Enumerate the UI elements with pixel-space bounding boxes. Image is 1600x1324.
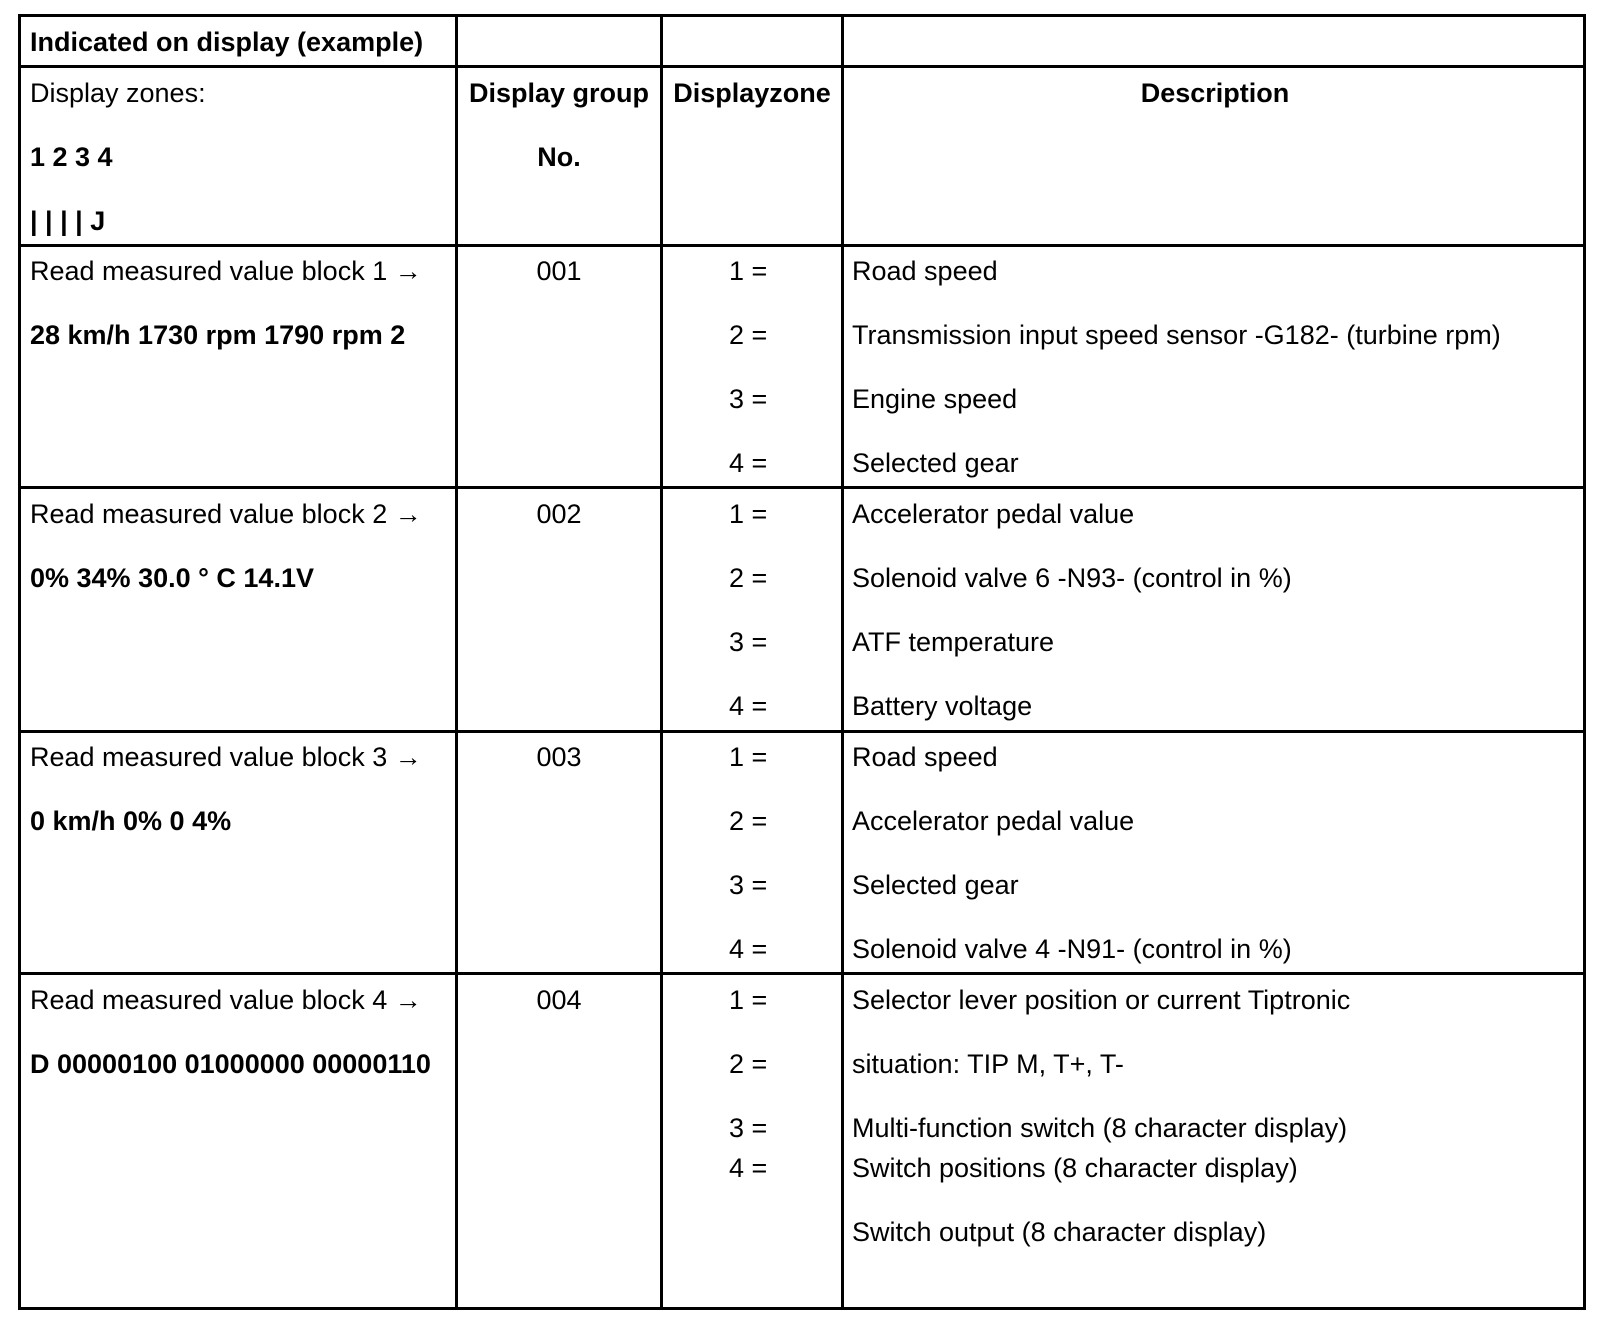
block-4-desc-1: Selector lever position or current Tiptronic (852, 985, 1351, 1015)
block-4-group-no: 004 (536, 985, 582, 1015)
block-3-example: 0 km/h 0% 0 4% (30, 806, 232, 836)
zones-numbers: 1 2 3 4 (30, 142, 113, 172)
block-2-zone-4: 4 = (729, 691, 768, 721)
block-2-group-no: 002 (536, 499, 582, 529)
block-3-zone-2: 2 = (729, 806, 768, 836)
block-4-desc-3: Multi-function switch (8 character display) (852, 1113, 1348, 1143)
block-1-desc-2: Transmission input speed sensor -G182- (turbine rpm) (852, 320, 1501, 350)
block-2-zone-1: 1 = (729, 499, 768, 529)
col-header-group: Display group (468, 78, 650, 108)
col-header-description: Description (1140, 78, 1290, 108)
block-1-zone-1: 1 = (729, 256, 768, 286)
block-1-zone-2: 2 = (729, 320, 768, 350)
row-divider (21, 972, 1583, 975)
block-3-group-no: 003 (536, 742, 582, 772)
block-1-desc-4: Selected gear (852, 448, 1019, 478)
block-1-group-no: 001 (536, 256, 582, 286)
block-4-read-label: Read measured value block 4 → (30, 985, 422, 1015)
col-header-zone: Displayzone (673, 78, 831, 108)
block-3-zone-4: 4 = (729, 934, 768, 964)
block-1-desc-3: Engine speed (852, 384, 1018, 414)
column-divider (455, 17, 458, 1307)
block-1-desc-1: Road speed (852, 256, 998, 286)
block-1-zone-4: 4 = (729, 448, 768, 478)
measured-values-table (18, 14, 1586, 1310)
indicated-title: Indicated on display (example) (30, 27, 424, 57)
column-divider (841, 17, 844, 1307)
row-divider (21, 244, 1583, 247)
block-2-desc-4: Battery voltage (852, 691, 1033, 721)
block-2-example: 0% 34% 30.0 ° C 14.1V (30, 563, 314, 593)
column-divider (660, 17, 663, 1307)
block-3-zone-3: 3 = (729, 870, 768, 900)
block-4-desc-5: Switch output (8 character display) (852, 1217, 1267, 1247)
row-divider (21, 486, 1583, 489)
block-1-zone-3: 3 = (729, 384, 768, 414)
block-4-zone-1: 1 = (729, 985, 768, 1015)
block-4-zone-2: 2 = (729, 1049, 768, 1079)
block-4-example: D 00000100 01000000 00000110 (30, 1049, 431, 1079)
block-3-zone-1: 1 = (729, 742, 768, 772)
block-4-desc-4: Switch positions (8 character display) (852, 1153, 1298, 1183)
block-3-desc-1: Road speed (852, 742, 998, 772)
col-header-group-no: No. (537, 142, 581, 172)
block-4-zone-4: 4 = (729, 1153, 768, 1183)
block-2-read-label: Read measured value block 2 → (30, 499, 422, 529)
block-3-read-label: Read measured value block 3 → (30, 742, 422, 772)
block-3-desc-2: Accelerator pedal value (852, 806, 1135, 836)
zones-markers: | | | | J (30, 206, 106, 236)
block-4-desc-2: situation: TIP M, T+, T- (852, 1049, 1124, 1079)
row-divider (21, 730, 1583, 733)
row-divider (21, 65, 1583, 68)
display-zones-label: Display zones: (30, 78, 206, 108)
block-2-desc-2: Solenoid valve 6 -N93- (control in %) (852, 563, 1292, 593)
block-2-zone-3: 3 = (729, 627, 768, 657)
block-2-desc-3: ATF temperature (852, 627, 1055, 657)
block-1-read-label: Read measured value block 1 → (30, 256, 422, 286)
block-4-zone-3: 3 = (729, 1113, 768, 1143)
block-1-example: 28 km/h 1730 rpm 1790 rpm 2 (30, 320, 406, 350)
block-2-desc-1: Accelerator pedal value (852, 499, 1135, 529)
block-3-desc-3: Selected gear (852, 870, 1019, 900)
block-2-zone-2: 2 = (729, 563, 768, 593)
block-3-desc-4: Solenoid valve 4 -N91- (control in %) (852, 934, 1292, 964)
